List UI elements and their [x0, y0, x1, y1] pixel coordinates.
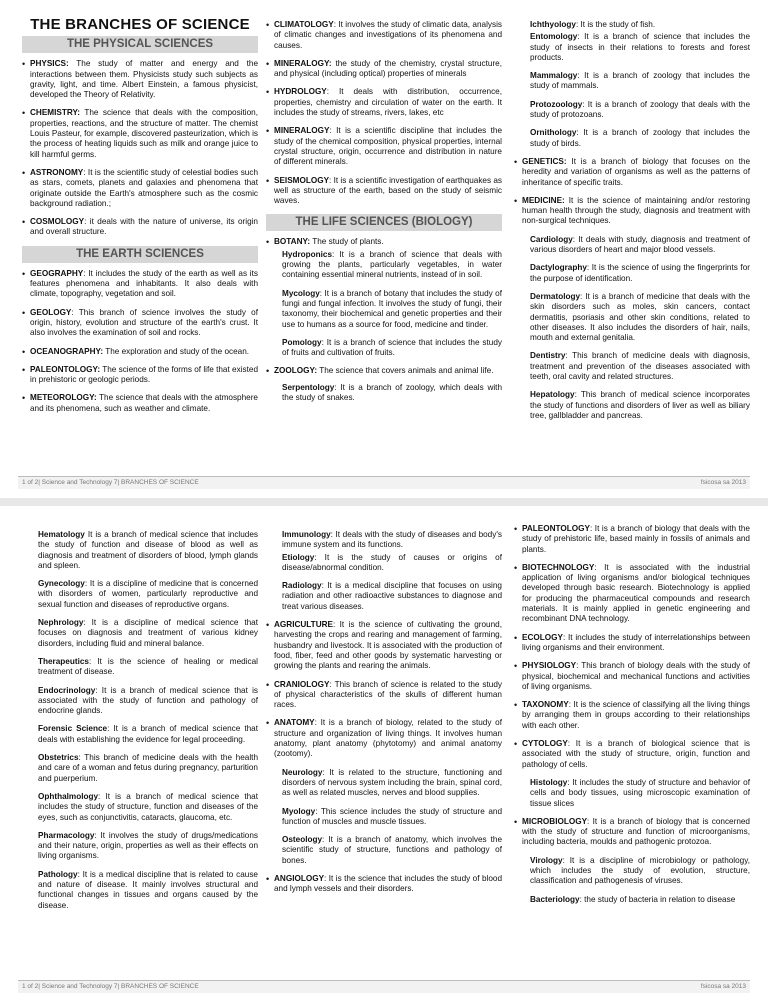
entry-endocrinology: Endocrinology: It is a branch of medical science that is associated with the study of function and pathology of endocrine glands.: [38, 685, 258, 716]
entry-zoology: • ZOOLOGY: The science that covers animals and animal life. Serpentology: It is a branch of zoology, which deals with the study of snakes.: [266, 366, 502, 403]
entry-taxonomy: • TAXONOMY: It is the science of classifying all the living things by arranging them in groups according to their relationships with each other.: [514, 700, 750, 731]
column-2: [266, 20, 502, 411]
entry-angiology: • ANGIOLOGY: It is the science that includes the study of blood and lymph vessels and their disorders.: [266, 874, 502, 895]
entry-protozoology: Protozoology: It is a branch of zoology that deals with the study of protozoans.: [530, 99, 750, 120]
entry-paleontology-biology: • PALEONTOLOGY: It is a branch of biology that deals with the study of prehistoric life, based mainly in fossils of animals and plants.: [514, 524, 750, 555]
entry-ecology: • ECOLOGY: It includes the study of interrelationships between living organisms and their environment.: [514, 633, 750, 654]
entry-serpentology: Serpentology: It is a branch of zoology, which deals with the study of snakes.: [282, 382, 502, 403]
column-1: [22, 0, 258, 422]
entry-seismology: • SEISMOLOGY: It is a scientific investigation of earthquakes as well as structure of the earth, based on the study of seismic waves.: [266, 176, 502, 207]
entry-therapeutics: Therapeutics: It is the science of healing or medical treatment of disease.: [38, 656, 258, 677]
entry-mycology: Mycology: It is a branch of botany that includes the study of fungi and fungal infection. It involves the study of fungi, their taxonomy, their biochemical and genetic properties and their use to humans as a source for food, medicine and tinder.: [282, 288, 502, 329]
entry-etiology: Etiology: It is the study of causes or origins of disease/abnormal condition.: [282, 552, 502, 572]
entry-cardiology: Cardiology: It deals with study, diagnosis and treatment of various disorders of heart and major blood vessels.: [530, 234, 750, 255]
entry-gynecology: Gynecology: It is a discipline of medicine that is concerned with disorders of women, particularly reproductive and sexual function and diseases of reproductive organs.: [38, 579, 258, 609]
entry-climatology: • CLIMATOLOGY: It involves the study of climatic data, analysis of climatic changes and investigations of its phenomena and causes.: [266, 20, 502, 51]
page-footer: [18, 476, 750, 489]
entry-physics: • PHYSICS: The study of matter and energy and the interactions between them. Physicists study such subjects as gravity, light, and time. Albert Einstein, a famous physicist, developed the Theory of Relativity.: [22, 59, 258, 100]
page-2: [0, 506, 768, 1006]
entry-virology: Virology: It is a discipline of microbiology or pathology, which includes the study of evolution, structure, classification and pathogenesis of viruses.: [530, 855, 750, 886]
entry-physiology: • PHYSIOLOGY: This branch of biology deals with the study of physical, biochemical and mechanical functions and activities of living organisms.: [514, 661, 750, 692]
entry-meteorology: • METEOROLOGY: The science that deals with the atmosphere and its phenomena, such as weather and climate.: [22, 393, 258, 414]
entry-dermatology: Dermatology: It is a branch of medicine that deals with the skin disorders such as moles, skin cancers, contact dermatitis, psoriasis and other skin conditions, related to other diseases. It also includes the disorders of hair, nails, mouth and external genitalia.: [530, 291, 750, 343]
column-3: [514, 20, 750, 429]
entry-histology: Histology: It includes the study of structure and behavior of cells and body tissues, using microscopic examination of tissue slices: [530, 777, 750, 808]
entry-ophthalmology: Ophthalmology: It is a branch of medical science that includes the study of structure, function and diseases of the eyes, such as conjunctivitis, cataracts, glaucoma, etc.: [38, 791, 258, 822]
entry-genetics: • GENETICS: It is a branch of biology that focuses on the heredity and variation of organisms as well as the patterns of inheritance of specific traits.: [514, 157, 750, 188]
entry-mammalogy: Mammalogy: It is a branch of zoology that includes the study of mammals.: [530, 71, 750, 91]
column-2: [266, 530, 502, 903]
entry-immunology: Immunology: It deals with the study of diseases and body's immune system and its functions.: [282, 530, 502, 550]
entry-osteology: Osteology: It is a branch of anatomy, which involves the scientific study of structure, functions and pathology of bones.: [282, 835, 502, 865]
entry-hematology: Hematology It is a branch of medical science that includes the study of function and disease of blood as well as diagnosis and treatment of disorders of blood, lymph glands and spleen.: [38, 530, 258, 570]
entry-medicine: • MEDICINE: It is the science of maintaining and/or restoring human health through the study, diagnosis and treatment with non-surgical techniques.: [514, 196, 750, 227]
entry-craniology: • CRANIOLOGY: This branch of science is related to the study of physical characteristics of the skulls of different human races.: [266, 680, 502, 711]
entry-cosmology: • COSMOLOGY: it deals with the nature of universe, its origin and overall structure.: [22, 217, 258, 238]
entry-hepatology: Hepatology: This branch of medical science incorporates the study of functions and disorders of liver as well as biliary tree, gallbladder and pancreas.: [530, 390, 750, 420]
entry-paleontology: • PALEONTOLOGY: The science of the forms of life that existed in prehistoric or geologic periods.: [22, 365, 258, 386]
entry-forensic-science: Forensic Science: It is a branch of medical science that deals with establishing the evidence for legal proceeding.: [38, 724, 258, 744]
section-earth-sciences: THE EARTH SCIENCES: [22, 246, 258, 263]
entry-mineralogy-2: • MINERALOGY: It is a scientific discipline that includes the study of the chemical composition, physical properties, internal crystal structure, origin, occurrence and distribution in nature of different minerals.: [266, 126, 502, 167]
entry-botany: • BOTANY: The study of plants. Hydroponics: It is a branch of science that deals with growing the plants, particularly vegetables, in water containing essential mineral nutrients, instead of in soil. Mycology: It is a branch of botany that includes the study of fungi and fungal infection. It involves the study of fungi, their taxonomy, their biochemical and genetic properties and their use to humans as a source for food, medicine and tinder. Pomology: It is a branch of science that includes the study of fruits and cultivation of fruits.: [266, 237, 502, 358]
entry-pomology: Pomology: It is a branch of science that includes the study of fruits and cultivation of fruits.: [282, 337, 502, 358]
section-physical-sciences: THE PHYSICAL SCIENCES: [22, 36, 258, 53]
entry-agriculture: • AGRICULTURE: It is the science of cultivating the ground, harvesting the crops and rearing and management of farming, husbandry and livestock. It is associated with the production of food, fiber, feed and other goods by systematic harvesting or growing the plants and rearing the animals.: [266, 620, 502, 671]
entry-dactylography: Dactylography: It is the science of using the fingerprints for the purpose of identification.: [530, 263, 750, 283]
column-3: [514, 524, 750, 913]
entry-microbiology: • MICROBIOLOGY: It is a branch of biology that is concerned with the study of structure and function of microorganisms, including bacteria, moulds and pathogenic protozoa.: [514, 817, 750, 848]
page-footer: [18, 980, 750, 993]
footer-left-text: 1 of 2| Science and Technology 7| BRANCHES OF SCIENCE: [22, 479, 199, 486]
entry-hydroponics: Hydroponics: It is a branch of science that deals with growing the plants, particularly vegetables, in water containing essential mineral nutrients, instead of in soil.: [282, 249, 502, 280]
entry-myology: Myology: This science includes the study of structure and function of muscles and muscle tissues.: [282, 806, 502, 826]
footer-right-text: fsicosa sa 2013: [700, 983, 746, 990]
page-1: [0, 0, 768, 498]
entry-pathology: Pathology: It is a medical discipline that is related to cause and nature of disease. It mainly involves structural and functional changes in tissues and organs caused by the disease.: [38, 869, 258, 910]
page-break: [0, 498, 768, 506]
entry-ichthyology: Ichthyology: It is the study of fish.: [530, 20, 656, 29]
entry-nephrology: Nephrology: It is a discipline of medical science that focuses on diagnosis and treatment of various kidney disorders, including fluid and mineral balance.: [38, 618, 258, 648]
entry-entomology: Entomology: It is a branch of science that includes the study of insects in their relations to forests and forest products.: [530, 32, 750, 62]
entry-pharmacology: Pharmacology: It involves the study of drugs/medications and their nature, origin, properties as well as their effects on living organisms.: [38, 830, 258, 861]
entry-anatomy: • ANATOMY: It is a branch of biology, related to the study of structure and organization of living things. It involves human anatomy, plant anatomy (phytotomy) and animal anatomy (zootomy).: [266, 718, 502, 759]
entry-astronomy: • ASTRONOMY: It is the scientific study of celestial bodies such as stars, comets, planets and galaxies and phenomena that originate outside the Earth's atmosphere such as the cosmic background radiation.;: [22, 168, 258, 209]
entry-geology: • GEOLOGY: This branch of science involves the study of origin, history, evolution and structure of the earth's crust. It also involves the examination of soil and rocks.: [22, 308, 258, 339]
footer-left-text: 1 of 2| Science and Technology 7| BRANCHES OF SCIENCE: [22, 983, 199, 990]
entry-cytology: • CYTOLOGY: It is a branch of biological science that is associated with the study of structure, origin, function and pathology of cells.: [514, 739, 750, 770]
entry-dentistry: Dentistry: This branch of medicine deals with diagnosis, treatment and prevention of the diseases associated with teeth, oral cavity and related structures.: [530, 351, 750, 382]
document-title: THE BRANCHES OF SCIENCE: [30, 16, 250, 33]
entry-biotechnology: • BIOTECHNOLOGY: It is associated with the industrial application of living organisms and/or biological techniques developed through basic research. Biotechnology is applied for producing the pharmaceutical compounds and research materials. It is mainly applied in genetic engineering and recombinant DNA technology.: [514, 563, 750, 625]
entry-mineralogy: • MINERALOGY: the study of the chemistry, crystal structure, and physical (including optical) properties of minerals: [266, 59, 502, 80]
footer-right-text: fsicosa sa 2013: [700, 479, 746, 486]
entry-neurology: Neurology: It is related to the structure, functioning and disorders of nervous system including the brain, spinal cord, as well as related muscles, nerves and blood supplies.: [282, 767, 502, 798]
entry-ornithology: Ornithology: It is a branch of zoology that includes the study of birds.: [530, 128, 750, 148]
section-life-sciences: THE LIFE SCIENCES (BIOLOGY): [266, 214, 502, 231]
entry-bacteriology: Bacteriology: the study of bacteria in relation to disease: [530, 894, 736, 904]
entry-chemistry: • CHEMISTRY: The science that deals with the composition, properties, reactions, and the structure of matter. The chemist Louis Pasteur, for example, discovered pasteurization, which is the process of heating liquids such as milk and orange juice to kill harmful germs.: [22, 108, 258, 159]
entry-obstetrics: Obstetrics: This branch of medicine deals with the health and care of a woman and fetus during pregnancy, parturition and puerperium.: [38, 753, 258, 783]
entry-radiology: Radiology: It is a medical discipline that focuses on using radiation and other radioactive substances to diagnose and treat various diseases.: [282, 581, 502, 611]
entry-geography: • GEOGRAPHY: It includes the study of the earth as well as its features phenomena and inhabitants. It also deals with climate, topography, vegetation and soil.: [22, 269, 258, 300]
column-1: [22, 530, 258, 919]
entry-hydrology: • HYDROLOGY: It deals with distribution, occurrence, properties, chemistry and circulation of water on the earth. It includes the study of streams, rivers, lakes, etc: [266, 87, 502, 118]
entry-oceanography: • OCEANOGRAPHY: The exploration and study of the ocean.: [22, 347, 258, 357]
